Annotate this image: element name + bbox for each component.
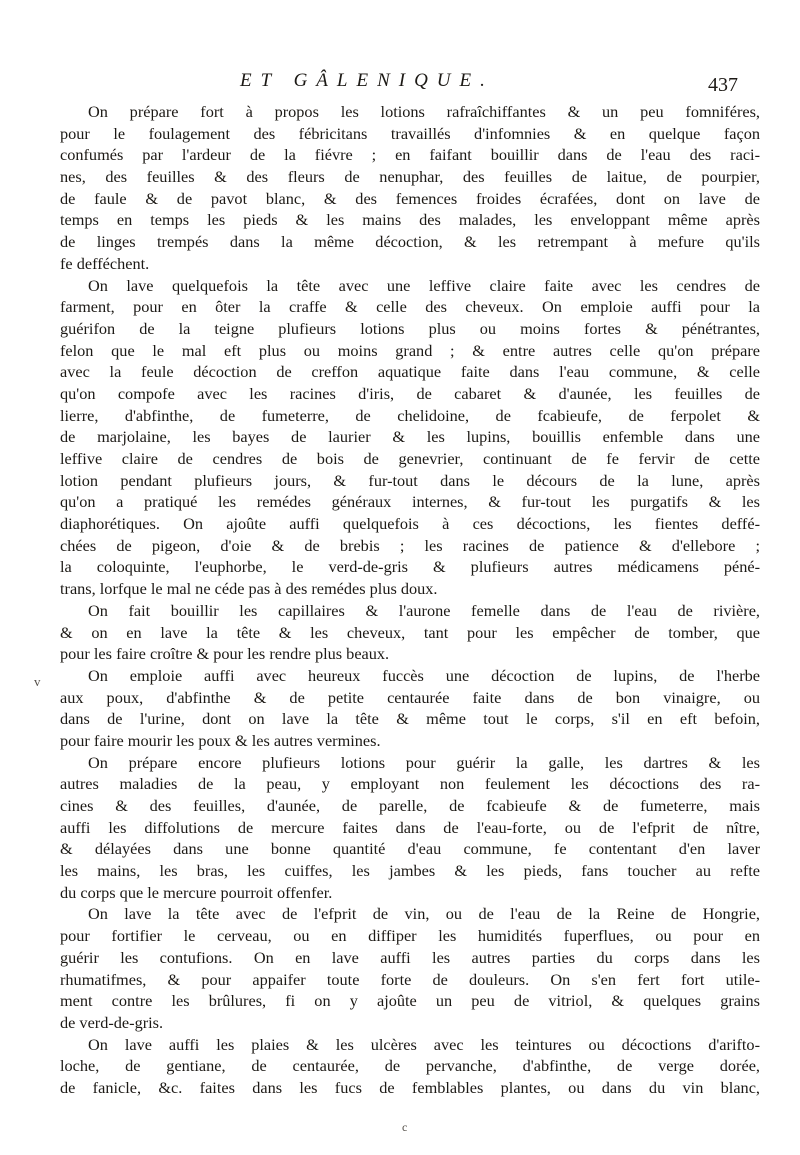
text-line: chées de pigeon, d'oie & de brebis ; les racines de patience & d'ellebore ; <box>60 535 760 555</box>
text-line: felon que le mal eft plus ou moins grand ; & entre autres celle qu'on prépare <box>60 340 760 360</box>
text-line: aux poux, d'abfinthe & de petite centaurée faite dans de bon vinaigre, ou <box>60 687 760 707</box>
running-title: ET GÂLENIQUE. <box>240 70 494 91</box>
text-line: guérir les contufions. On en lave auffi les autres parties du corps dans les <box>60 947 760 967</box>
paragraph <box>60 275 760 600</box>
text-line: pour le foulagement des fébricitans travaillés d'infomnies & en quelque façon <box>60 123 760 143</box>
text-line: pour les faire croître & pour les rendre plus beaux. <box>60 644 390 664</box>
text-line: de linges trempés dans la même décoction, & les retrempant à mefure qu'ils <box>60 232 760 252</box>
text-line: lierre, d'abfinthe, de fumeterre, de chelidoine, de fcabieufe, de ferpolet & <box>60 405 760 425</box>
text-line: leffive claire de cendres de bois de genevrier, continuant de fe fervir de cette <box>60 449 760 468</box>
text-line: On lave la tête avec de l'efprit de vin, ou de l'eau de la Reine de Hongrie, <box>88 904 760 924</box>
text-line: & délayées dans une bonne quantité d'eau commune, fe contentant d'en laver <box>60 839 760 859</box>
paragraph <box>60 665 760 752</box>
text-line: les mains, les bras, les cuiffes, les jambes & les pieds, fans toucher au refte <box>60 861 760 881</box>
page-number: 437 <box>708 74 738 96</box>
text-line: pour fortifier le cerveau, ou en diffiper les humidités fuperflues, ou pour en <box>60 926 760 946</box>
text-line: auffi les diffolutions de mercure faites dans de l'eau-forte, ou de l'efprit de nître, <box>60 817 760 837</box>
text-line: du corps que le mercure pourroit offenfer. <box>60 882 333 902</box>
text-line: & on en lave la tête & les cheveux, tant pour les empêcher de tomber, que <box>60 622 760 642</box>
text-line: autres maladies de la peau, y employant non feulement les décoctions des ra- <box>60 774 760 794</box>
text-line: qu'on compofe avec les racines d'iris, de cabaret & d'aunée, les feuilles de <box>60 383 760 403</box>
paragraph <box>60 600 760 665</box>
paragraph <box>60 752 760 904</box>
body-text <box>60 101 760 1099</box>
text-line: rhumatifmes, & pour appaifer toute forte de douleurs. On s'en fert fort utile- <box>60 969 760 989</box>
text-line: On lave quelquefois la tête avec une leffive claire faite avec les cendres de <box>88 275 760 295</box>
text-line: temps en temps les pieds & les mains des malades, les enveloppant même après <box>60 210 760 230</box>
text-line: On fait bouillir les capillaires & l'aurone femelle dans de l'eau de rivière, <box>88 600 760 620</box>
paragraph <box>60 1034 760 1099</box>
signature-mark: c <box>402 1120 408 1134</box>
text-line: dans de l'urine, dont on lave la tête & même tout le corps, s'il en eft befoin, <box>60 709 760 729</box>
text-line: confumés par l'ardeur de la fiévre ; en faifant bouillir dans de l'eau des raci- <box>60 145 760 165</box>
text-line: fe defféchent. <box>60 253 150 273</box>
text-line: nes, des feuilles & des fleurs de nenuphar, des feuilles de laitue, de pourpier, <box>60 167 760 187</box>
text-line: avec la feule décoction de creffon aquatique faite dans l'eau commune, & celle <box>60 362 760 382</box>
margin-mark: v <box>34 674 41 689</box>
text-line: de verd-de-gris. <box>60 1012 164 1032</box>
text-line: lotion pendant plufieurs jours, & fur-tout dans le décours de la lune, après <box>60 470 760 490</box>
text-line: On prépare fort à propos les lotions rafraîchiffantes & un peu fomniféres, <box>88 102 760 121</box>
text-line: de marjolaine, les bayes de laurier & les lupins, bouillis enfemble dans une <box>60 427 760 447</box>
text-line: ment contre les brûlures, fi on y ajoûte un peu de vitriol, & quelques grains <box>60 991 760 1011</box>
paragraph <box>60 903 760 1033</box>
text-line: qu'on a pratiqué les remédes généraux internes, & fur-tout les purgatifs & les <box>60 492 760 512</box>
text-line: de fanicle, &c. faites dans les fucs de femblables plantes, ou dans du vin blanc, <box>60 1077 760 1097</box>
text-line: trans, lorfque le mal ne céde pas à des remédes plus doux. <box>60 579 438 599</box>
text-line: la coloquinte, l'euphorbe, le verd-de-gris & plufieurs autres médicamens péné- <box>60 557 760 577</box>
page-header <box>0 70 800 94</box>
text-line: diaphorétiques. On ajoûte auffi quelquefois à ces décoctions, les fientes deffé- <box>60 514 760 534</box>
text-line: On emploie auffi avec heureux fuccès une décoction de lupins, de l'herbe <box>88 665 760 685</box>
text-line: farment, pour en ôter la craffe & celle des cheveux. On emploie auffi pour la <box>60 297 760 317</box>
text-line: loche, de gentiane, de centaurée, de pervanche, d'abfinthe, de verge dorée, <box>60 1056 760 1076</box>
text-line: guérifon de la teigne plufieurs lotions plus ou moins fortes & pénétrantes, <box>60 318 760 338</box>
text-line: On prépare encore plufieurs lotions pour guérir la galle, les dartres & les <box>88 752 760 772</box>
text-line: cines & des feuilles, d'aunée, de parelle, de fcabieufe & de fumeterre, mais <box>60 796 760 815</box>
text-line: On lave auffi les plaies & les ulcères avec les teintures ou décoctions d'arifto- <box>88 1034 760 1054</box>
text-line: pour faire mourir les poux & les autres vermines. <box>60 730 381 750</box>
paragraph <box>60 101 760 275</box>
text-line: de faule & de pavot blanc, & des femences froides écrafées, dont on lave de <box>60 188 760 208</box>
